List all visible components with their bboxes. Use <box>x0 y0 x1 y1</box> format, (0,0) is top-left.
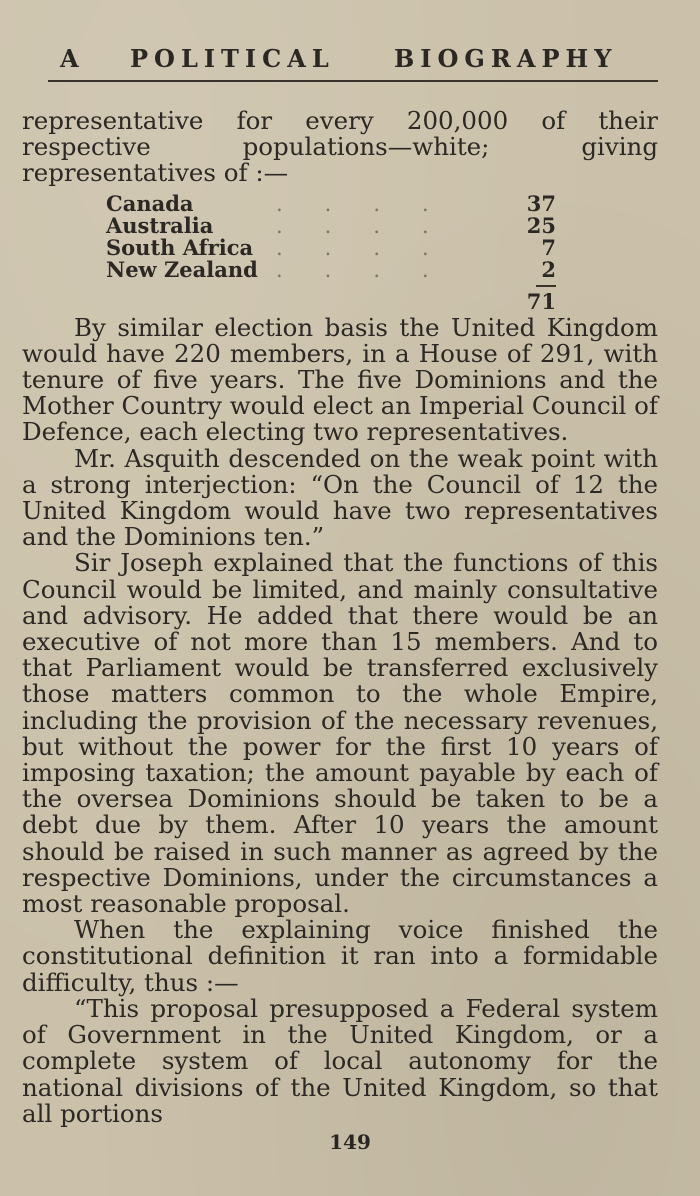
table-row <box>106 190 556 216</box>
running-head-word-1: A <box>60 44 85 73</box>
header-rule <box>48 80 658 82</box>
running-head-word-2: POLITICAL <box>130 44 335 73</box>
paragraph: By similar election basis the United Kingdom would have 220 members, in a House of 291, with tenure of five years. The five Dominions and the Mother Country would elect an Imperial Council of Defence, each electing two representatives. <box>22 312 658 447</box>
page-number: 149 <box>329 1130 371 1154</box>
paragraph: When the explaining voice finished the constitutional definition it ran into a formidable difficulty, thus :— <box>22 915 658 997</box>
paragraph: Mr. Asquith descended on the weak point with a strong interjection: “On the Council of 12 the United Kingdom would have two representatives and the Dominions ten.” <box>22 443 658 552</box>
leader-dots: .... <box>276 235 471 260</box>
leader-dots: .... <box>276 257 471 282</box>
country-value: 37 <box>526 190 556 216</box>
intro-paragraph: representative for every 200,000 of their respective populations—white; giving representatives of :— <box>22 106 658 188</box>
country-name: New Zealand <box>106 256 258 282</box>
table-total: 71 <box>526 288 556 314</box>
paragraph: Sir Joseph explained that the functions of this Council would be limited, and mainly consultative and advisory. He added that there would be an executive of not more than 15 members. And to that Parliament would be transferred exclusively those matters common to the whole Empire, including the provision of the necessary revenues, but without the power for the first 10 years of imposing taxation; the amount payable by each of the oversea Dominions should be taken to be a debt due by them. After 10 years the amount should be raised in such manner as agreed by the respective Dominions, under the circumstances a most reasonable proposal. <box>22 548 658 919</box>
leader-dots: .... <box>276 191 471 216</box>
table-row <box>106 256 556 282</box>
country-value: 7 <box>541 234 556 260</box>
country-name: Canada <box>106 190 194 216</box>
representatives-table <box>106 190 556 315</box>
country-name: Australia <box>106 212 214 238</box>
running-head-word-3: BIOGRAPHY <box>394 44 618 73</box>
table-total-row <box>106 288 556 315</box>
country-value: 2 <box>541 256 556 282</box>
table-row <box>106 212 556 238</box>
country-value: 25 <box>526 212 556 238</box>
country-name: South Africa <box>106 234 254 260</box>
table-row <box>106 234 556 260</box>
paragraph: “This proposal presupposed a Federal system of Government in the United Kingdom, or a complete system of local autonomy for the national divisions of the United Kingdom, so that all portions <box>22 993 658 1128</box>
body-text <box>22 108 658 1127</box>
leader-dots: .... <box>276 213 471 238</box>
sum-rule <box>106 281 556 291</box>
